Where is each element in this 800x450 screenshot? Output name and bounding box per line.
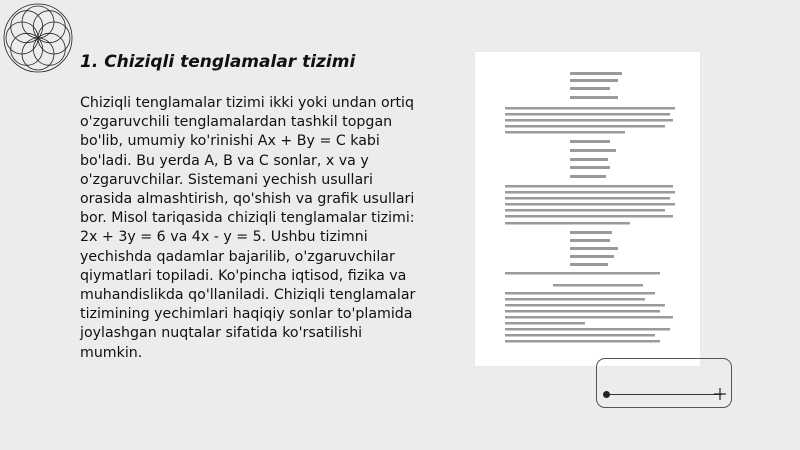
decorative-frame [596,358,732,408]
plus-icon [713,387,727,401]
decorative-line [606,394,722,395]
decorative-dot [603,391,610,398]
spirograph-ornament-icon [2,2,74,74]
blurred-document-content [475,52,700,366]
document-page-image [475,52,700,366]
slide-title: 1. Chiziqli tenglamalar tizimi [80,52,356,72]
slide-body-text: Chiziqli tenglamalar tizimi ikki yoki undan ortiq o'zgaruvchili tenglamalardan tashkil topgan bo'lib, umumiy ko'rinishi Ax + By = C kabi bo'ladi. Bu yerda A, B va C sonlar, x va y o'zgaruvchilar. Sistemani yechish usullari orasida almashtirish, qo'shish va grafik usullari bor. Misol tariqasida chiziqli tenglamalar tizimi: 2x + 3y = 6 va 4x - y = 5. Ushbu tizimni yechishda qadamlar bajarilib, o'zgaruvchilar qiymatlari topiladi. Ko'pincha iqtisod, fizika va muhandislikda qo'llaniladi. Chiziqli tenglamalar tizimining yechimlari haqiqiy sonlar to'plamida joylashgan nuqtalar sifatida ko'rsatilishi mumkin. [80,95,416,361]
